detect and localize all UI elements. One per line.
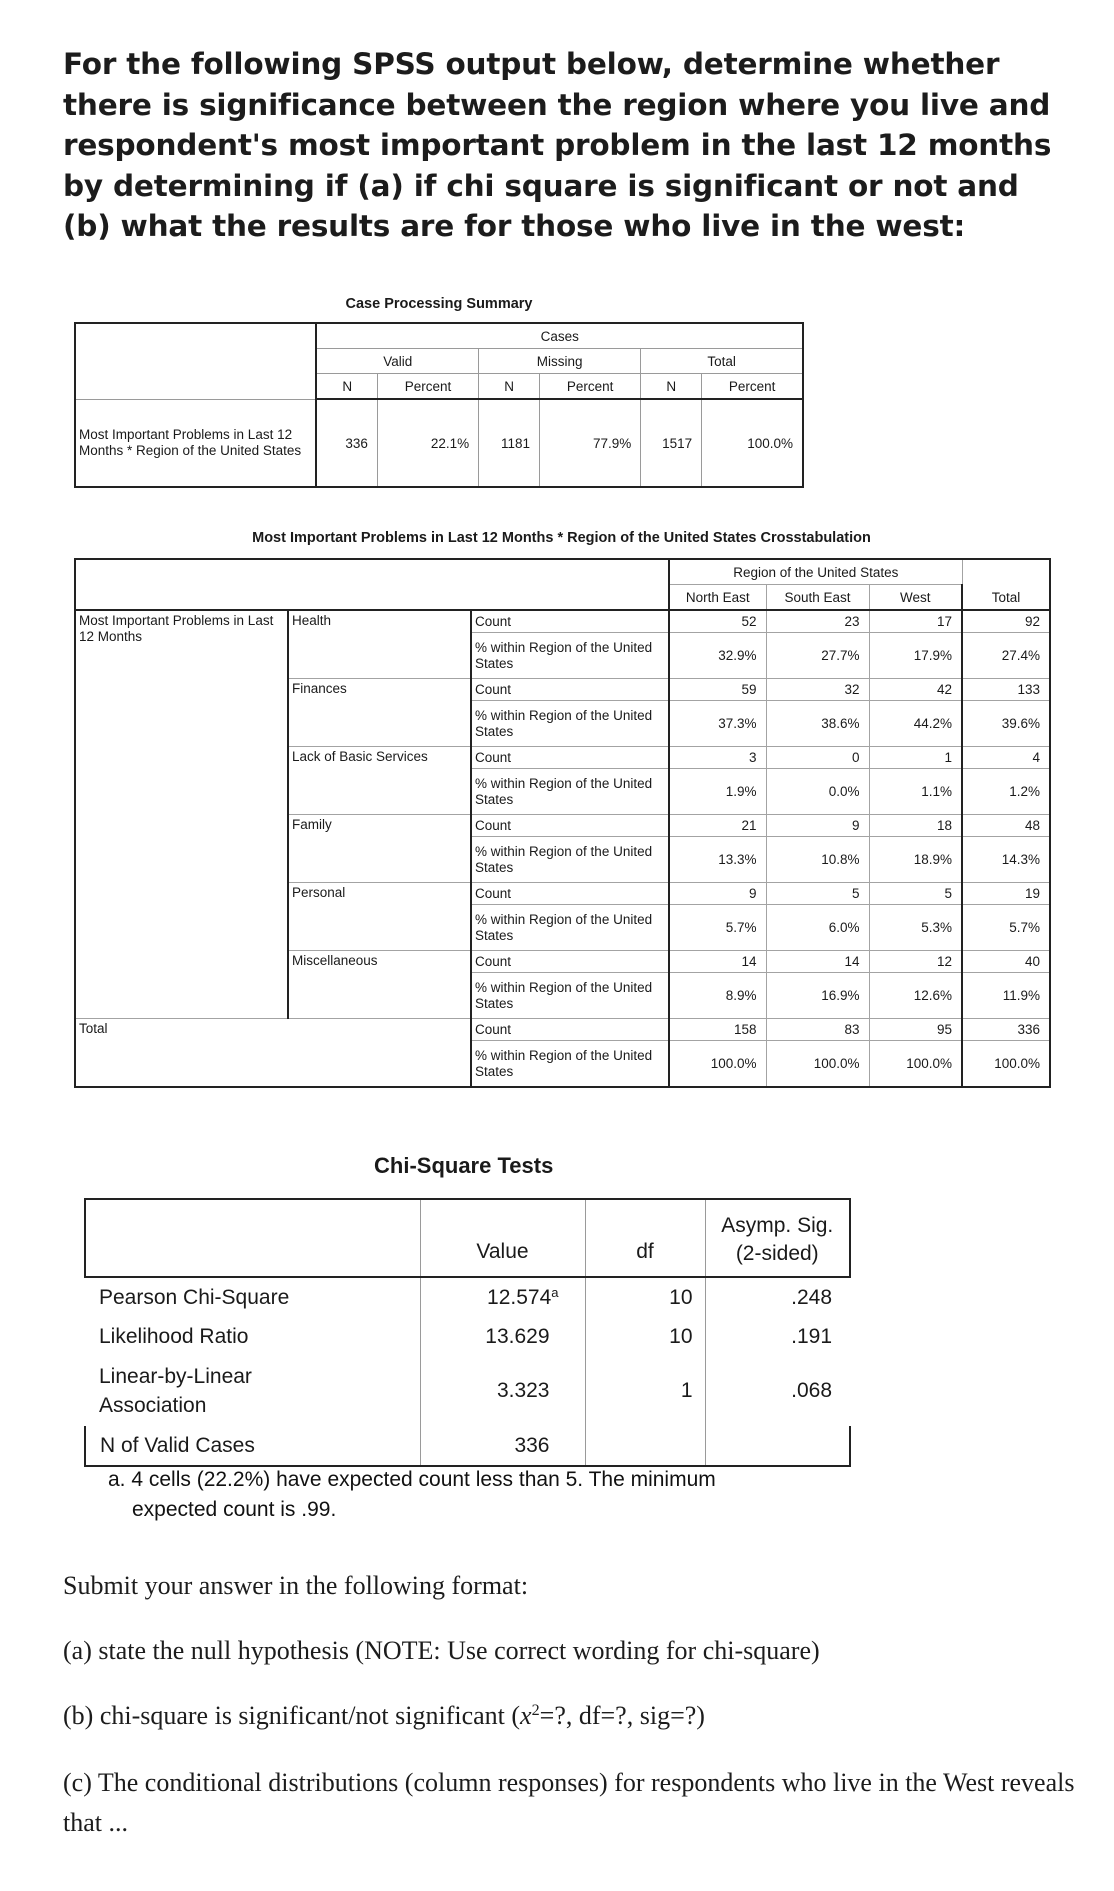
crosstab-count-label: Count [471,1019,669,1041]
crosstab-count-cell: 0 [766,747,869,769]
crosstab-percent-cell: 1.9% [669,769,766,815]
chi-footnote [108,1465,868,1525]
answer-format-intro: Submit your answer in the following format: [63,1571,529,1600]
crosstab-table [74,558,1051,1088]
chi-row-label: Likelihood Ratio [99,1325,249,1348]
crosstab-title: Most Important Problems in Last 12 Months * Region of the United States Crosstabulation [252,530,871,546]
chi-row-label [85,1356,420,1426]
crosstab-row-variable: Most Important Problems in Last 12 Months [75,610,288,1019]
crosstab-count-cell: 40 [962,951,1050,973]
crosstab-count-label: Count [471,815,669,837]
crosstab-percent-cell: 16.9% [766,973,869,1019]
crosstab-percent-cell: 5.3% [869,905,962,951]
crosstab-percent-cell: 27.7% [766,633,869,679]
cps-missing-percent: 77.9% [540,399,641,487]
crosstab-count-cell: 95 [869,1019,962,1041]
crosstab-percent-cell: 11.9% [962,973,1050,1019]
chi-row-label-line2: Association [99,1394,207,1417]
crosstab-percent-cell: 32.9% [669,633,766,679]
cps-sub-n: N [641,374,702,400]
crosstab-count-cell: 59 [669,679,766,701]
crosstab-row [75,1019,1050,1041]
chi-symbol: x [520,1701,532,1730]
crosstab-percent-label: % within Region of the United States [471,701,669,747]
chi-row-label: Pearson Chi-Square [99,1286,290,1309]
crosstab-percent-cell: 44.2% [869,701,962,747]
superscript-two: 2 [531,1702,540,1720]
chi-row-label-line1: Linear-by-Linear [99,1365,252,1388]
crosstab-column-header: North East [669,585,766,611]
cps-sub-percent: Percent [377,374,478,400]
chi-square-table [84,1198,851,1467]
crosstab-percent-cell: 100.0% [962,1041,1050,1088]
crosstab-percent-cell: 100.0% [669,1041,766,1088]
crosstab-percent-cell: 13.3% [669,837,766,883]
cps-sub-n: N [316,374,377,400]
crosstab-count-cell: 9 [766,815,869,837]
cps-missing-n: 1181 [479,399,540,487]
crosstab-percent-cell: 12.6% [869,973,962,1019]
chi-df [585,1426,705,1466]
chi-square-title: Chi-Square Tests [374,1153,554,1178]
crosstab-count-cell: 52 [669,610,766,633]
chi-footnote-line1: a. 4 cells (22.2%) have expected count less than 5. The minimum [108,1468,716,1491]
crosstab-count-cell: 5 [869,883,962,905]
cps-valid-percent: 22.1% [377,399,478,487]
crosstab-percent-label: % within Region of the United States [471,905,669,951]
crosstab-count-cell: 42 [869,679,962,701]
crosstab-percent-cell: 1.2% [962,769,1050,815]
answer-format-c: (c) The conditional distributions (column responses) for respondents who live in the West reveals that ... [63,1768,1075,1837]
chi-sig: .248 [705,1277,850,1318]
crosstab-count-cell: 21 [669,815,766,837]
cps-sub-percent: Percent [540,374,641,400]
footnote-marker: a [551,1284,559,1300]
crosstab-count-cell: 23 [766,610,869,633]
chi-value: 336 [420,1426,585,1466]
crosstab-total-header: Total [962,559,1050,610]
crosstab-count-label: Count [471,747,669,769]
crosstab-count-cell: 3 [669,747,766,769]
crosstab-percent-label: % within Region of the United States [471,769,669,815]
chi-footnote-line2: expected count is .99. [132,1498,337,1521]
crosstab-category: Personal [288,883,471,951]
crosstab-count-cell: 48 [962,815,1050,837]
chi-header-sig [705,1199,850,1277]
crosstab-count-cell: 92 [962,610,1050,633]
crosstab-count-cell: 336 [962,1019,1050,1041]
crosstab-count-cell: 1 [869,747,962,769]
crosstab-count-cell: 32 [766,679,869,701]
crosstab-percent-cell: 38.6% [766,701,869,747]
chi-value: 3.323 [420,1356,585,1426]
crosstab-column-header: West [869,585,962,611]
crosstab-count-cell: 5 [766,883,869,905]
chi-header-value: Value [420,1199,585,1277]
crosstab-count-label: Count [471,883,669,905]
cps-total-n: 1517 [641,399,702,487]
case-summary-title: Case Processing Summary [345,296,533,312]
crosstab-count-cell: 18 [869,815,962,837]
crosstab-count-label: Count [471,951,669,973]
cps-group-valid: Valid [316,349,478,374]
cps-group-total: Total [641,349,803,374]
cps-cases-header: Cases [316,323,803,349]
crosstab-percent-label: % within Region of the United States [471,1041,669,1088]
question-text: For the following SPSS output below, determine whether there is significance between the region where you live and respondent's most important problem in the last 12 months by determining if (a) if chi square is significant or not and (b) what the results are for those who live in the west: [63,47,1052,243]
crosstab-count-label: Count [471,610,669,633]
crosstab-percent-cell: 18.9% [869,837,962,883]
cps-corner [75,323,316,399]
cps-valid-n: 336 [316,399,377,487]
chi-df: 1 [585,1356,705,1426]
case-processing-summary-table [74,322,804,488]
crosstab-percent-cell: 14.3% [962,837,1050,883]
chi-sig: .068 [705,1356,850,1426]
crosstab-row [75,610,1050,633]
crosstab-total-label: Total [75,1019,471,1088]
crosstab-count-cell: 14 [766,951,869,973]
chi-value: 12.574$^a$ [420,1277,585,1318]
crosstab-percent-label: % within Region of the United States [471,973,669,1019]
crosstab-percent-cell: 27.4% [962,633,1050,679]
crosstab-count-cell: 4 [962,747,1050,769]
crosstab-percent-cell: 5.7% [962,905,1050,951]
answer-format-b: (b) chi-square is significant/not significant ($x^2=$?, df=?, sig=?) [63,1701,705,1730]
chi-sig: .191 [705,1318,850,1356]
crosstab-count-cell: 19 [962,883,1050,905]
crosstab-percent-cell: 17.9% [869,633,962,679]
crosstab-percent-cell: 6.0% [766,905,869,951]
crosstab-count-cell: 133 [962,679,1050,701]
crosstab-percent-cell: 8.9% [669,973,766,1019]
cps-sub-percent: Percent [702,374,803,400]
chi-header-sig-line1: Asymp. Sig. [721,1214,834,1237]
crosstab-percent-label: % within Region of the United States [471,633,669,679]
crosstab-count-label: Count [471,679,669,701]
crosstab-percent-cell: 1.1% [869,769,962,815]
chi-row-label: N of Valid Cases [85,1426,420,1466]
cps-sub-n: N [479,374,540,400]
crosstab-category: Health [288,610,471,679]
crosstab-percent-cell: 10.8% [766,837,869,883]
crosstab-category: Family [288,815,471,883]
chi-df: 10 [585,1318,705,1356]
crosstab-column-header: South East [766,585,869,611]
chi-sig [705,1426,850,1466]
crosstab-count-cell: 14 [669,951,766,973]
cps-total-percent: 100.0% [702,399,803,487]
crosstab-category: Finances [288,679,471,747]
crosstab-category: Lack of Basic Services [288,747,471,815]
crosstab-region-header: Region of the United States [669,559,962,585]
crosstab-percent-cell: 100.0% [766,1041,869,1088]
crosstab-count-cell: 83 [766,1019,869,1041]
cps-row-label: Most Important Problems in Last 12 Months * Region of the United States [75,399,316,487]
chi-df: 10 [585,1277,705,1318]
crosstab-count-cell: 12 [869,951,962,973]
chi-corner [85,1199,420,1277]
crosstab-count-cell: 17 [869,610,962,633]
crosstab-category: Miscellaneous [288,951,471,1019]
crosstab-percent-cell: 5.7% [669,905,766,951]
crosstab-percent-cell: 100.0% [869,1041,962,1088]
crosstab-count-cell: 158 [669,1019,766,1041]
crosstab-percent-cell: 0.0% [766,769,869,815]
crosstab-percent-cell: 37.3% [669,701,766,747]
crosstab-count-cell: 9 [669,883,766,905]
chi-value: 13.629 [420,1318,585,1356]
cps-group-missing: Missing [479,349,641,374]
chi-header-sig-line2: (2-sided) [735,1242,819,1265]
crosstab-corner [75,559,669,610]
answer-format-a: (a) state the null hypothesis (NOTE: Use correct wording for chi-square) [63,1636,820,1665]
crosstab-percent-label: % within Region of the United States [471,837,669,883]
crosstab-percent-cell: 39.6% [962,701,1050,747]
chi-header-df: df [585,1199,705,1277]
